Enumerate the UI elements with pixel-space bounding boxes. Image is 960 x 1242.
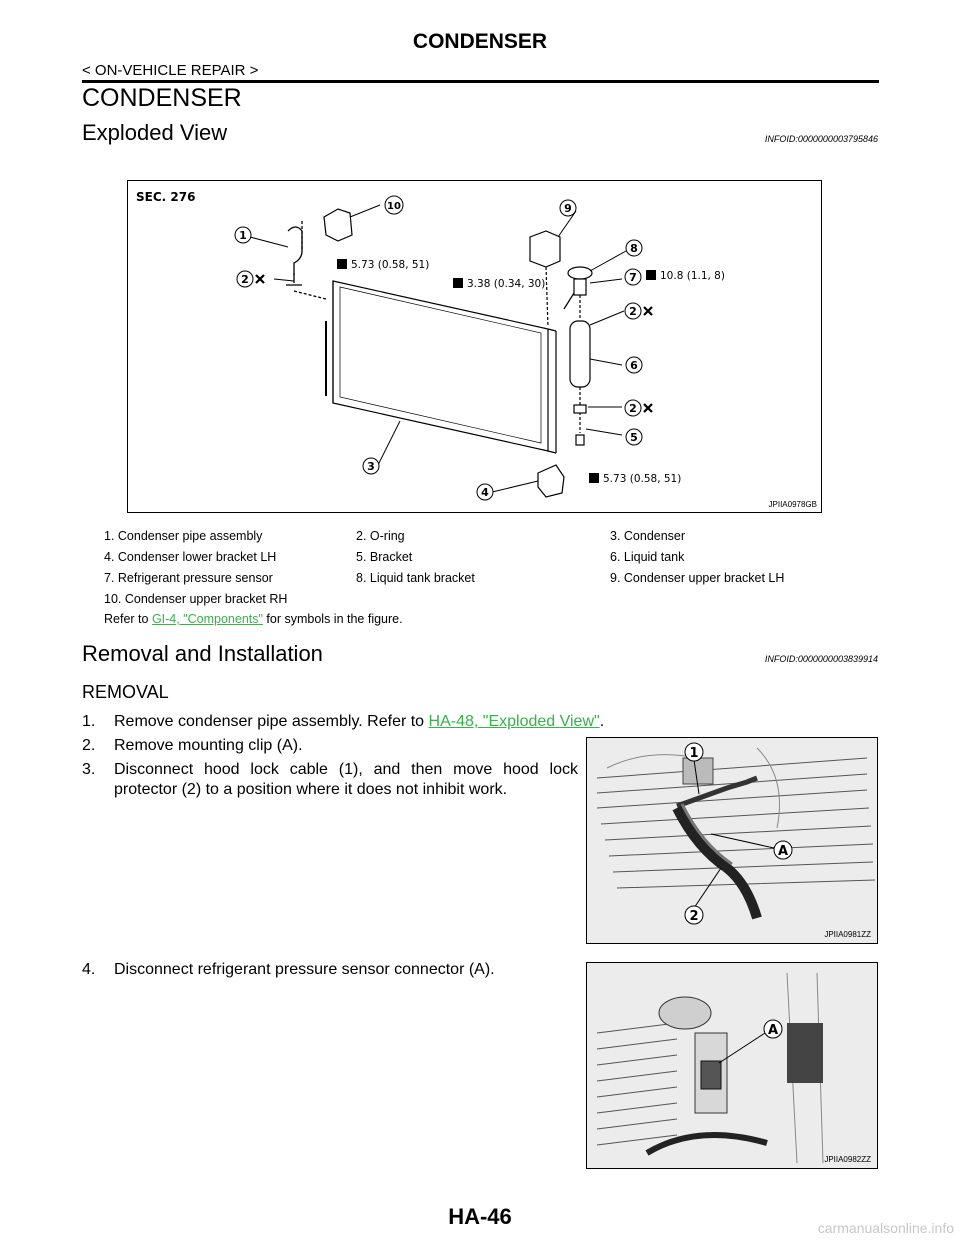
callout-2: 2 xyxy=(689,909,699,924)
svg-text:2: 2 xyxy=(629,305,637,318)
step-text: Disconnect refrigerant pressure sensor connector (A). xyxy=(114,961,495,978)
step-2 xyxy=(82,736,303,756)
page-heading: CONDENSER xyxy=(82,84,242,112)
legend-item: 7. Refrigerant pressure sensor xyxy=(104,571,273,585)
callout-7 xyxy=(625,269,641,285)
step-text-end: . xyxy=(599,713,605,730)
step-number: 4. xyxy=(82,961,96,978)
symbols-reference xyxy=(104,612,403,626)
figure-code: JPIIA0978GB xyxy=(768,500,817,509)
callout-2b xyxy=(625,303,641,319)
callout-a: A xyxy=(767,1023,779,1038)
svg-text:5: 5 xyxy=(630,431,638,444)
legend-item: 3. Condenser xyxy=(610,529,686,543)
page-header-title: CONDENSER xyxy=(412,30,548,53)
do-not-reuse-icon xyxy=(256,275,652,412)
callout-4 xyxy=(477,484,493,500)
torque-label: 3.38 (0.34, 30) xyxy=(467,278,546,290)
svg-text:3: 3 xyxy=(367,460,375,473)
callout-6 xyxy=(626,357,642,373)
svg-text:2: 2 xyxy=(629,402,637,415)
svg-text:2: 2 xyxy=(241,273,249,286)
legend-item: 4. Condenser lower bracket LH xyxy=(104,550,277,564)
step-4 xyxy=(82,960,495,980)
refer-prefix: Refer to xyxy=(104,612,152,626)
step-text: Disconnect hood lock cable (1), and then move hood lock protector (2) to a position where it does not inhibit work. xyxy=(114,761,578,798)
callout-1 xyxy=(235,227,251,243)
legend-item: 9. Condenser upper bracket LH xyxy=(610,571,785,585)
step-3 xyxy=(82,760,578,800)
svg-text:8: 8 xyxy=(630,242,638,255)
svg-text:6: 6 xyxy=(630,359,638,372)
svg-text:7: 7 xyxy=(629,271,637,284)
callout-8 xyxy=(626,240,642,256)
step-number: 2. xyxy=(82,737,96,754)
step-text: Remove mounting clip (A). xyxy=(114,737,303,754)
removal-installation-heading: Removal and Installation xyxy=(82,641,323,666)
svg-text:9: 9 xyxy=(564,202,572,215)
pressure-sensor-photo xyxy=(586,962,878,1169)
figure-code: JPIIA0981ZZ xyxy=(824,930,871,939)
header-rule xyxy=(82,80,879,83)
exploded-view-figure xyxy=(127,180,822,513)
removal-subheading: REMOVAL xyxy=(82,682,169,702)
torque-label: 5.73 (0.58, 51) xyxy=(603,473,682,485)
condenser-pipe-drawing xyxy=(286,221,326,299)
sec-label: SEC. 276 xyxy=(136,190,196,204)
callout-10 xyxy=(385,196,403,214)
legend-item: 1. Condenser pipe assembly xyxy=(104,529,263,543)
lower-bracket-lh-drawing xyxy=(538,465,564,497)
upper-bracket-rh-drawing xyxy=(324,209,352,241)
step-number: 3. xyxy=(82,761,96,778)
callout-1: 1 xyxy=(689,746,699,761)
figure-code: JPIIA0982ZZ xyxy=(824,1155,871,1164)
step-1 xyxy=(82,712,604,732)
callout-2c xyxy=(625,400,641,416)
legend-item: 8. Liquid tank bracket xyxy=(356,571,475,585)
step-number: 1. xyxy=(82,713,96,730)
legend-item: 10. Condenser upper bracket RH xyxy=(104,592,288,606)
svg-text:1: 1 xyxy=(239,229,247,242)
liquid-tank-drawing xyxy=(564,267,592,445)
callout-3 xyxy=(363,458,379,474)
section-label: < ON-VEHICLE REPAIR > xyxy=(82,62,259,79)
gi4-components-link[interactable]: GI-4, "Components" xyxy=(151,612,263,626)
step-text: Remove condenser pipe assembly. Refer to xyxy=(114,713,429,730)
torque-label: 5.73 (0.58, 51) xyxy=(351,259,430,271)
removal-installation-infoid: INFOID:0000000003839914 xyxy=(764,654,878,664)
watermark: carmanualsonline.info xyxy=(817,1220,954,1236)
refer-suffix: for symbols in the figure. xyxy=(262,612,403,626)
torque-label: 10.8 (1.1, 8) xyxy=(660,270,725,282)
photo-callouts xyxy=(764,1020,782,1038)
legend-item: 6. Liquid tank xyxy=(610,550,685,564)
ha48-exploded-view-link[interactable]: HA-48, "Exploded View" xyxy=(428,713,600,730)
callout-9 xyxy=(560,200,576,216)
callout-5 xyxy=(626,429,642,445)
exploded-view-infoid: INFOID:0000000003795846 xyxy=(764,134,878,144)
hood-lock-photo xyxy=(586,737,878,944)
svg-text:10: 10 xyxy=(387,201,401,212)
callout-2 xyxy=(237,271,253,287)
legend-item: 2. O-ring xyxy=(356,529,405,543)
svg-text:4: 4 xyxy=(481,486,489,499)
page-number: HA-46 xyxy=(448,1204,512,1229)
exploded-view-heading: Exploded View xyxy=(82,120,228,145)
callout-a: A xyxy=(777,844,789,859)
condenser-drawing xyxy=(326,281,556,453)
legend-item: 5. Bracket xyxy=(356,550,413,564)
